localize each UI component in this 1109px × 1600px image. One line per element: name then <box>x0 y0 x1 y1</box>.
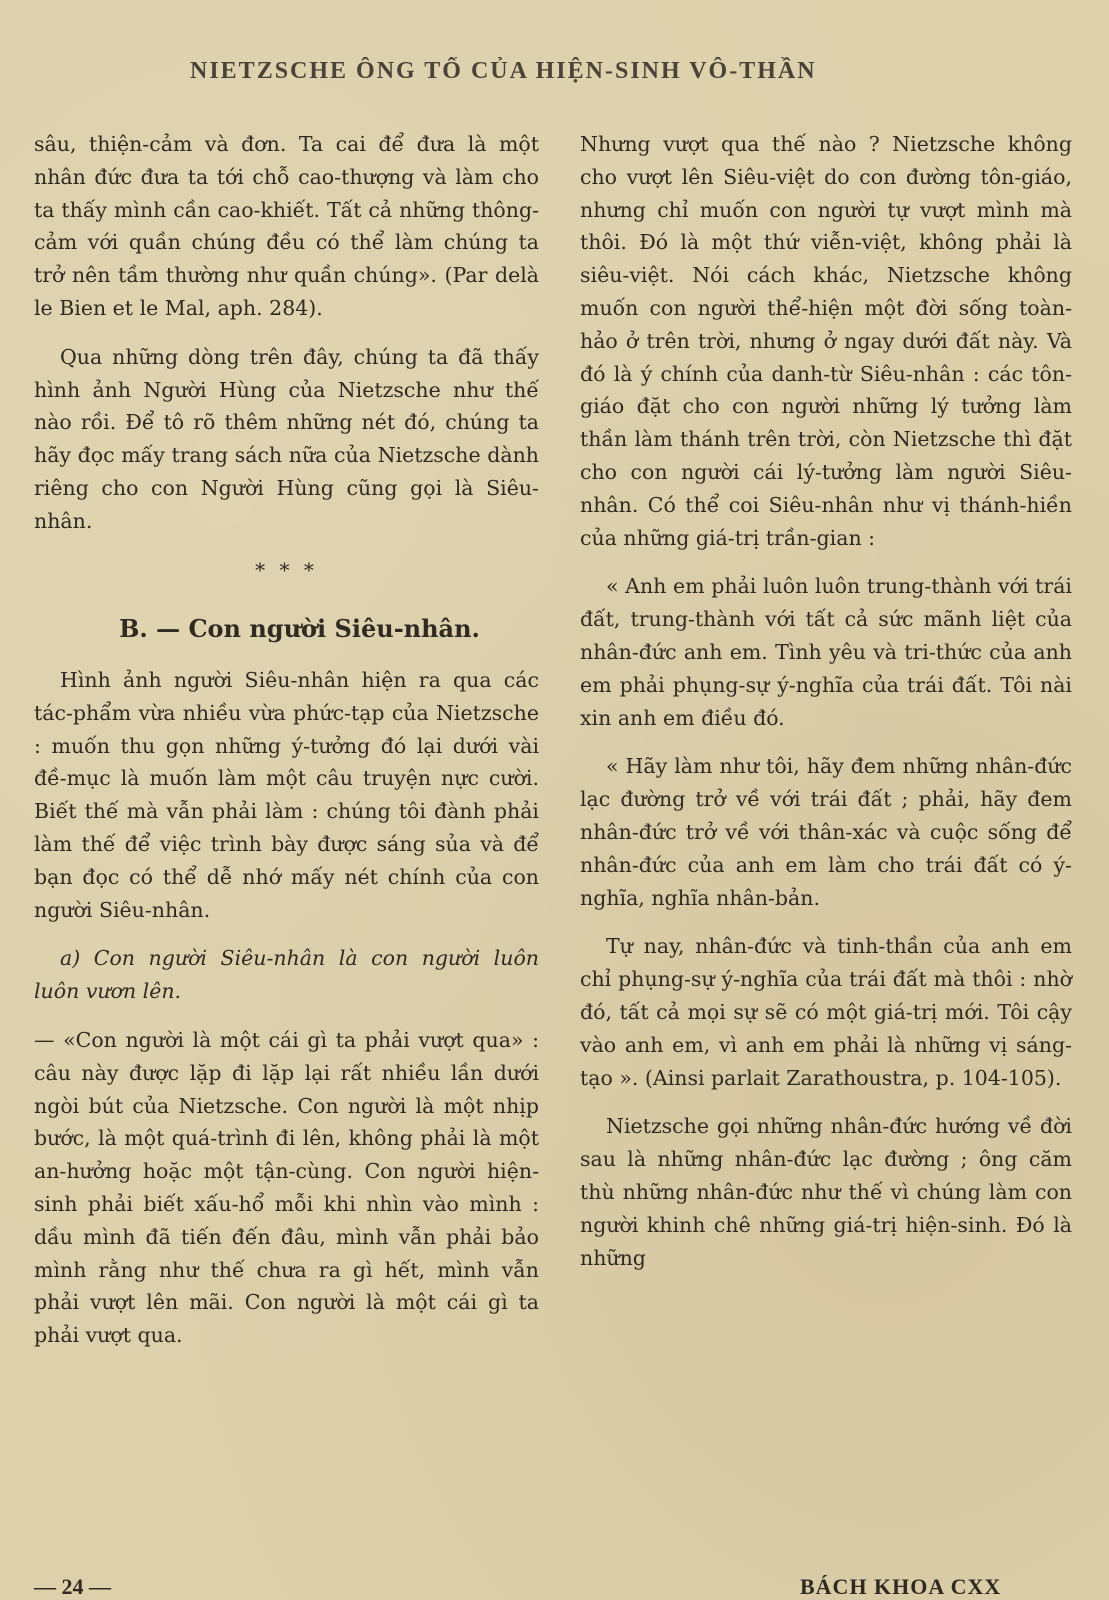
right-quote-2: « Hãy làm như tôi, hãy đem những nhân-đức lạc đường trở về với trái đất ; phải, hãy đem nhân-đức trở về với thân-xác và cuộc sống để nhân-đức của anh em làm cho trái đất có ý-nghĩa, nghĩa nhân-bản. <box>580 754 1072 910</box>
magazine-footer: BÁCH KHOA CXX <box>800 1574 1002 1599</box>
left-paragraph-4: — «Con người là một cái gì ta phải vượt qua» : câu này được lặp đi lặp lại rất nhiều lần dưới ngòi bút của Nietzsche. Con người là một nhịp bước, là một quá-trình đi lên, không phải là một an-hưởng hoặc một tận-cùng. Con người hiện-sinh phải biết xấu-hổ mỗi khi nhìn vào mình : dầu mình đã tiến đến đâu, mình vẫn phải bảo mình rằng như thế chưa ra gì hết, mình vẫn phải vượt lên mãi. Con người là một cái gì ta phải vượt qua. <box>34 1027 539 1348</box>
left-paragraph-1: sâu, thiện-cảm và đơn. Ta cai để đưa là một nhân đức đưa ta tới chỗ cao-thượng và làm cho ta thấy mình cần cao-khiết. Tất cả những thông-cảm với quần chúng đều có thể làm chúng ta trở nên tầm thường như quần chúng». (Par delà le Bien et le Mal, aph. 284). <box>34 132 539 320</box>
right-column <box>580 128 1072 1290</box>
right-paragraph-2: Nietzsche gọi những nhân-đức hướng về đời sau là những nhân-đức lạc đường ; ông căm thù những nhân-đức như thế vì chúng làm con người khinh chê những giá-trị hiện-sinh. Đó là những <box>580 1114 1072 1270</box>
subsection-a-title: a) Con người Siêu-nhân là con người luôn luôn vươn lên. <box>34 946 539 1004</box>
right-paragraph-1: Nhưng vượt qua thế nào ? Nietzsche không cho vượt lên Siêu-việt do con đường tôn-giáo, nhưng chỉ muốn con người tự vượt mình mà thôi. Đó là một thứ viễn-việt, không phải là siêu-việt. Nói cách khác, Nietzsche không muốn con người thể-hiện một đời sống toàn-hảo ở trên trời, nhưng ở ngay dưới đất này. Và đó là ý chính của danh-từ Siêu-nhân : các tôn-giáo đặt cho con người những lý tưởng làm thần làm thánh trên trời, còn Nietzsche thì đặt cho con người cái lý-tưởng làm người Siêu-nhân. Có thể coi Siêu-nhân như vị thánh-hiền của những giá-trị trần-gian : <box>580 132 1072 550</box>
right-quote-1: « Anh em phải luôn luôn trung-thành với trái đất, trung-thành với tất cả sức mãnh liệt của nhân-đức anh em. Tình yêu và tri-thức của anh em phải phụng-sự ý-nghĩa của trái đất. Tôi nài xin anh em điều đó. <box>580 574 1072 730</box>
page-number: — 24 — <box>34 1574 111 1599</box>
section-divider: * * * <box>255 557 318 582</box>
left-paragraph-2: Qua những dòng trên đây, chúng ta đã thấy hình ảnh Người Hùng của Nietzsche như thế nào rồi. Để tô rõ thêm những nét đó, chúng ta hãy đọc mấy trang sách nữa của Nietzsche dành riêng cho con Người Hùng cũng gọi là Siêu-nhân. <box>34 344 539 533</box>
running-header: NIETZSCHE ÔNG TỔ CỦA HIỆN-SINH VÔ-THẦN <box>190 58 817 84</box>
section-b-title: B. — Con người Siêu-nhân. <box>119 613 480 643</box>
left-column <box>34 128 539 1368</box>
left-paragraph-3: Hình ảnh người Siêu-nhân hiện ra qua các tác-phẩm vừa nhiều vừa phức-tạp của Nietzsche : muốn thu gọn những ý-tưởng đó lại dưới vài đề-mục là muốn làm một câu truyện nực cười. Biết thế mà vẫn phải làm : chúng tôi đành phải làm thế để việc trình bày được sáng sủa và để bạn đọc có thể dễ nhớ mấy nét chính của con người Siêu-nhân. <box>34 667 539 922</box>
right-quote-3: Tự nay, nhân-đức và tinh-thần của anh em chỉ phụng-sự ý-nghĩa của trái đất mà thôi : nhờ đó, tất cả mọi sự sẽ có một giá-trị mới. Tôi cậy vào anh em, vì anh em phải là những vị sáng-tạo ». (Ainsi parlait Zarathoustra, p. 104-105). <box>580 934 1072 1090</box>
